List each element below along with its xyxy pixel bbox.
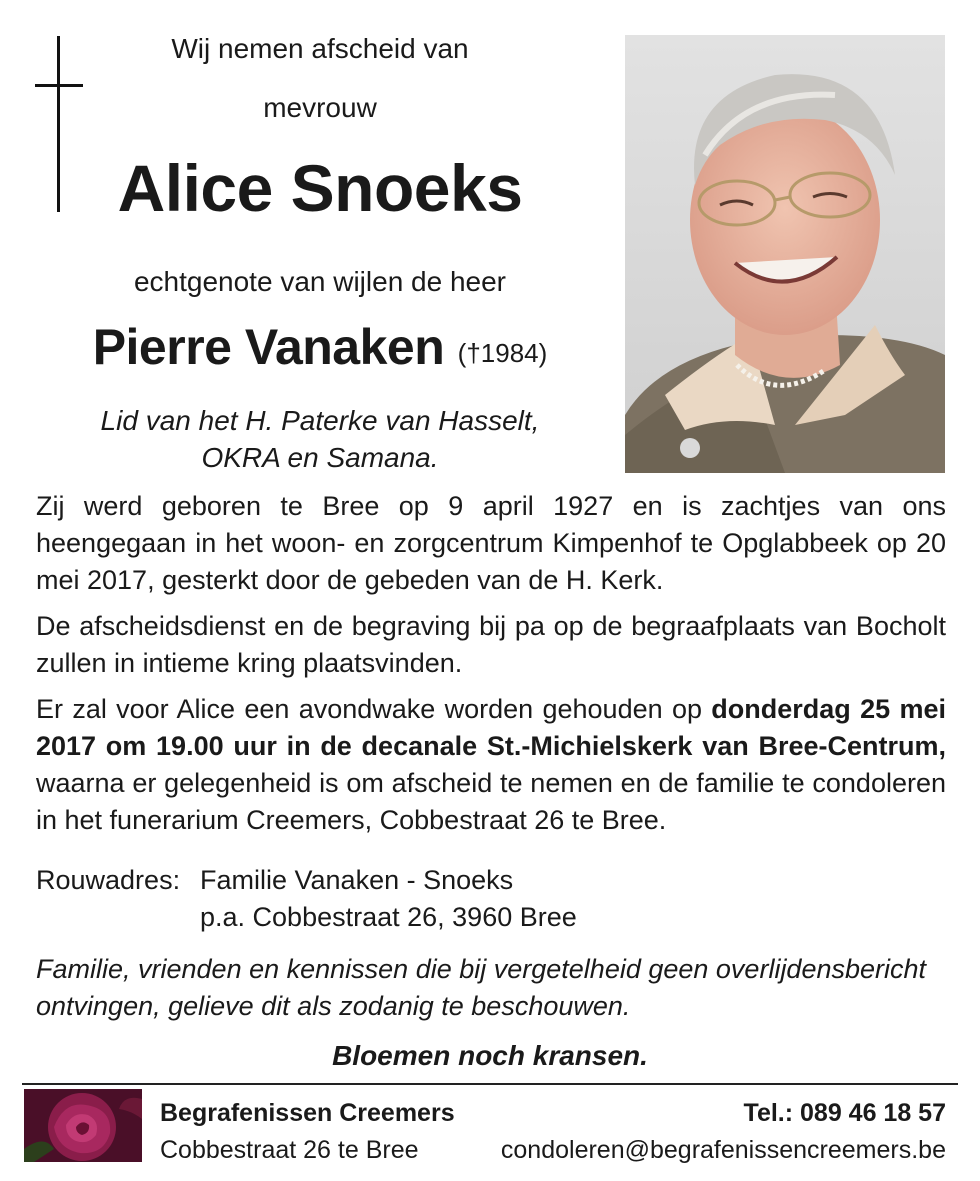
rose-logo [24,1089,142,1162]
spouse-death-year: (†1984) [457,338,548,368]
announcement-body [36,488,946,848]
address-label: Rouwadres: [36,865,181,895]
membership-line-1: Lid van het H. Paterke van Hasselt, [100,405,540,436]
funeral-home-address: Cobbestraat 26 te Bree [160,1136,419,1164]
salutation: mevrouw [263,92,377,123]
vigil-paragraph [36,691,946,839]
deceased-name: Alice Snoeks [117,151,523,225]
spouse-name-line [0,318,640,376]
funeral-home-phone: Tel.: 089 46 18 57 [743,1099,946,1127]
address-line-1: Familie Vanaken - Snoeks [200,865,514,895]
membership-line-2: OKRA en Samana. [201,442,439,473]
address-line-2: p.a. Cobbestraat 26, 3960 Bree [200,902,577,932]
funeral-paragraph: De afscheidsdienst en de begraving bij pa op de begraafplaats van Bocholt zullen in intieme kring plaatsvinden. [36,611,946,678]
spouse-name: Pierre Vanaken [92,319,445,375]
mourning-address [36,862,513,899]
cross-icon-bar [35,84,83,87]
spouse-intro: echtgenote van wijlen de heer [133,266,507,297]
funeral-home-name: Begrafenissen Creemers [160,1099,455,1127]
funeral-home-email[interactable]: condoleren@begrafenissencreemers.be [500,1136,946,1164]
intro-line: Wij nemen afscheid van [171,33,469,64]
flowers-note: Bloemen noch kransen. [332,1040,648,1071]
footer-divider [22,1083,958,1085]
birth-death-paragraph: Zij werd geboren te Bree op 9 april 1927 en is zachtjes van ons heengegaan in het woon- en zorgcentrum Kimpenhof te Opglabbeek op 20 mei 2017, gesterkt door de gebeden van de H. Kerk. [36,491,946,595]
vigil-text-end: waarna er gelegenheid is om afscheid te nemen en de familie te condoleren in het funerarium Creemers, Cobbestraat 26 te Bree. [36,768,946,835]
vigil-text-start: Er zal voor Alice een avondwake worden gehouden op [36,694,712,724]
notice-text: Familie, vrienden en kennissen die bij vergetelheid geen overlijdensbericht ontvingen, gelieve dit als zodanig te beschouwen. [36,954,927,1021]
portrait-photo [625,35,945,473]
vigil-date-location: donderdag 25 mei 2017 om 19.00 uur in de decanale St.-Michielskerk van Bree-Centrum, [36,694,946,761]
